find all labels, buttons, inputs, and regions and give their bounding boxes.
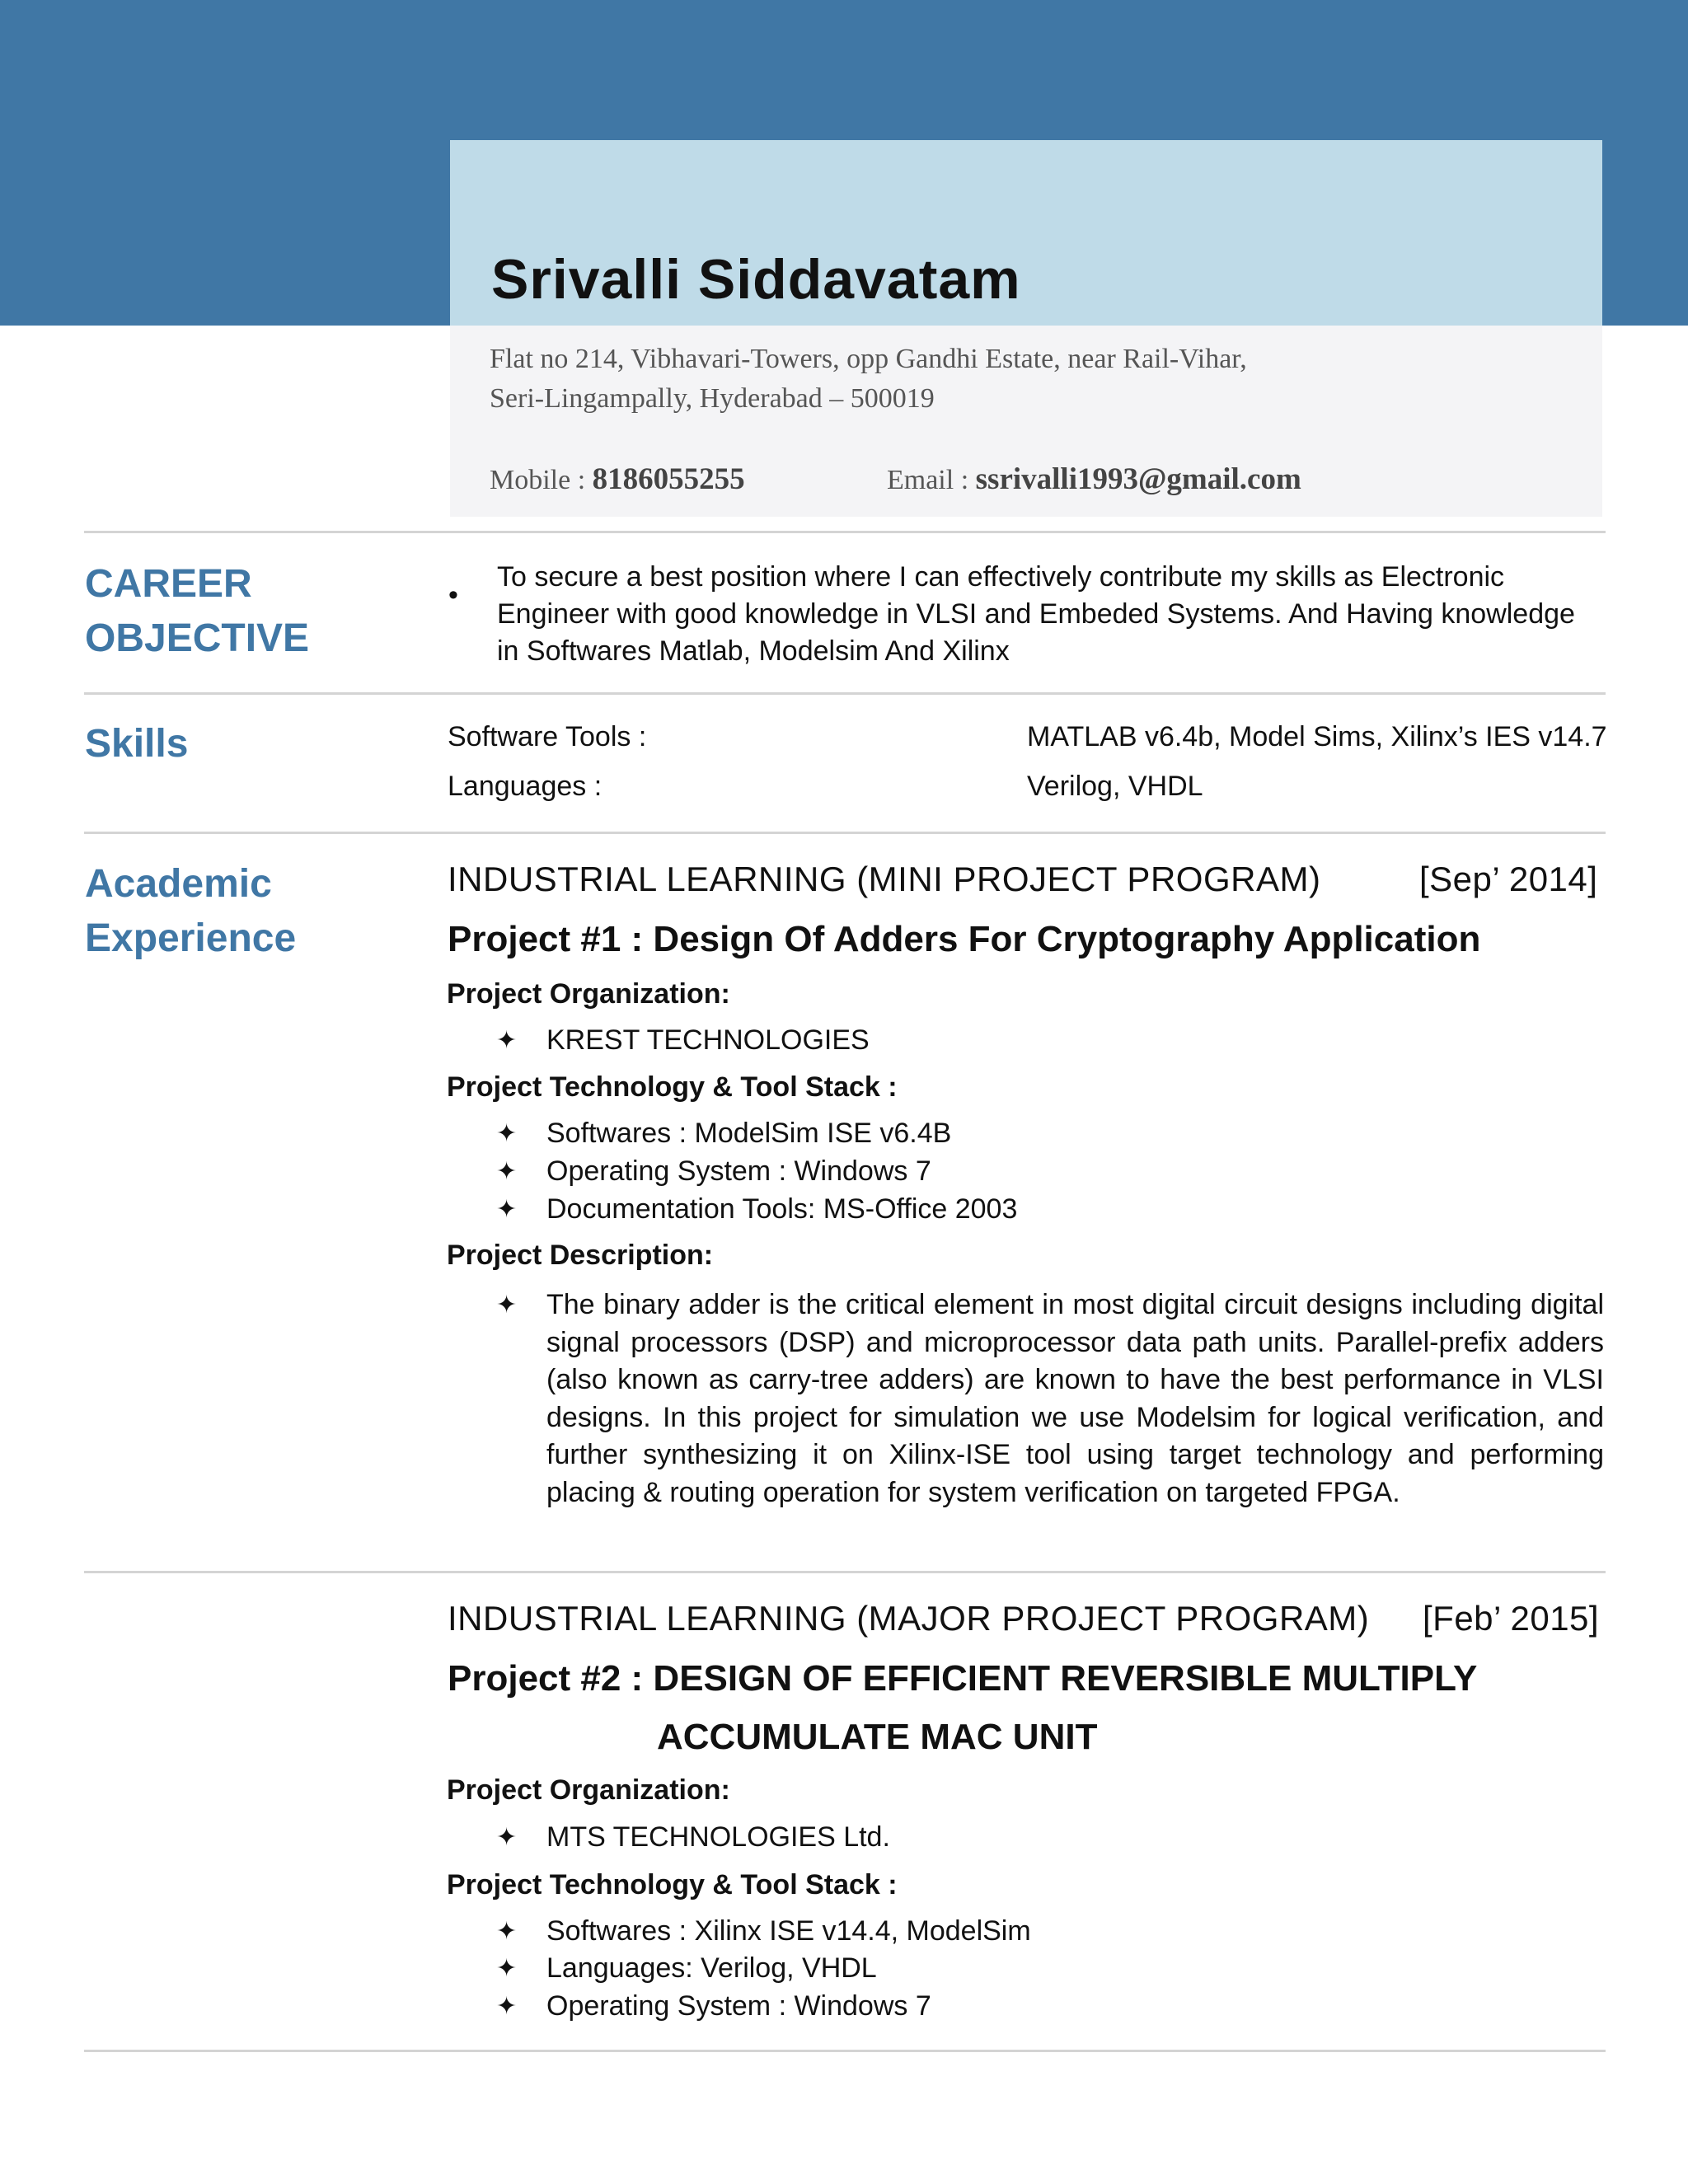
program-date: [Feb’ 2015] bbox=[1423, 1599, 1600, 1638]
section-label-line: OBJECTIVE bbox=[85, 616, 310, 660]
four-point-star-icon: ✦ bbox=[496, 1027, 518, 1054]
skill-key: Software Tools : bbox=[448, 721, 647, 752]
four-point-star-icon: ✦ bbox=[496, 1120, 518, 1147]
four-point-star-icon: ✦ bbox=[496, 1993, 518, 2020]
four-point-star-icon: ✦ bbox=[496, 1918, 518, 1945]
objective-line: To secure a best position where I can effectively contribute my skills as Electronic bbox=[497, 561, 1505, 593]
project-organization-label: Project Organization: bbox=[447, 1774, 730, 1806]
divider bbox=[84, 832, 1606, 834]
divider bbox=[84, 692, 1606, 695]
project-description-label: Project Description: bbox=[447, 1240, 714, 1271]
project-technology-label: Project Technology & Tool Stack : bbox=[447, 1071, 898, 1103]
list-item: Operating System : Windows 7 bbox=[546, 1155, 931, 1187]
list-item: KREST TECHNOLOGIES bbox=[546, 1024, 870, 1056]
list-item: MTS TECHNOLOGIES Ltd. bbox=[546, 1821, 890, 1853]
list-item: Operating System : Windows 7 bbox=[546, 1990, 931, 2022]
section-label-academic-experience bbox=[85, 857, 296, 966]
mobile-label: Mobile : bbox=[490, 465, 586, 495]
skill-value: Verilog, VHDL bbox=[1027, 771, 1203, 802]
email-label: Email : bbox=[887, 465, 969, 495]
bullet-dot-icon: • bbox=[448, 579, 458, 611]
divider bbox=[84, 1571, 1606, 1573]
project-organization-label: Project Organization: bbox=[447, 978, 730, 1010]
section-label-line: Experience bbox=[85, 916, 297, 960]
project-title: Project #2 : DESIGN OF EFFICIENT REVERSIBLE MULTIPLY bbox=[448, 1658, 1478, 1699]
project-technology-label: Project Technology & Tool Stack : bbox=[447, 1869, 898, 1900]
four-point-star-icon: ✦ bbox=[496, 1291, 518, 1319]
section-label-skills: Skills bbox=[85, 722, 189, 766]
section-label-line: Academic bbox=[85, 862, 272, 906]
four-point-star-icon: ✦ bbox=[496, 1955, 518, 1982]
list-item: Documentation Tools: MS-Office 2003 bbox=[546, 1193, 1018, 1225]
list-item: Softwares : ModelSim ISE v6.4B bbox=[546, 1118, 952, 1149]
email-value[interactable]: ssrivalli1993@gmail.com bbox=[975, 462, 1301, 496]
project-title-continued: ACCUMULATE MAC UNIT bbox=[657, 1717, 1098, 1757]
four-point-star-icon: ✦ bbox=[496, 1196, 518, 1223]
program-heading: INDUSTRIAL LEARNING (MAJOR PROJECT PROGRAM) bbox=[448, 1599, 1370, 1638]
project-title: Project #1 : Design Of Adders For Cryptography Application bbox=[448, 919, 1481, 959]
address bbox=[490, 340, 1247, 419]
objective-line: in Softwares Matlab, Modelsim And Xilinx bbox=[497, 635, 1010, 667]
list-item: Languages: Verilog, VHDL bbox=[546, 1952, 877, 1984]
skill-value: MATLAB v6.4b, Model Sims, Xilinx’s IES v14.7 bbox=[1027, 721, 1607, 752]
four-point-star-icon: ✦ bbox=[496, 1158, 518, 1185]
program-date: [Sep’ 2014] bbox=[1419, 860, 1598, 898]
project-description: The binary adder is the critical element in most digital circuit designs including digital signal processors (DSP) and microprocessor data path units. Parallel-prefix adders (also known as carry-tree adders) are known to have the best performance in VLSI designs. In this project for simulation we use Modelsim for logical verification, and further synthesizing it on Xilinx-ISE tool using target technology and performing placing & routing operation for system verification on targeted FPGA. bbox=[546, 1289, 1604, 1508]
email bbox=[887, 462, 1301, 497]
candidate-name: Srivalli Siddavatam bbox=[491, 248, 1021, 311]
skill-key: Languages : bbox=[448, 771, 603, 802]
objective-line: Engineer with good knowledge in VLSI and Embeded Systems. And Having knowledge bbox=[497, 598, 1575, 630]
mobile-value: 8186055255 bbox=[592, 462, 745, 496]
section-label-career-objective bbox=[85, 557, 309, 666]
divider bbox=[84, 531, 1606, 533]
list-item: Softwares : Xilinx ISE v14.4, ModelSim bbox=[546, 1915, 1031, 1947]
divider bbox=[84, 2050, 1606, 2052]
address-line-2: Seri-Lingampally, Hyderabad – 500019 bbox=[490, 383, 935, 414]
address-line-1: Flat no 214, Vibhavari-Towers, opp Gandhi Estate, near Rail-Vihar, bbox=[490, 344, 1247, 374]
program-heading: INDUSTRIAL LEARNING (MINI PROJECT PROGRAM) bbox=[448, 860, 1321, 898]
mobile bbox=[490, 462, 745, 497]
four-point-star-icon: ✦ bbox=[496, 1824, 518, 1851]
section-label-line: CAREER bbox=[85, 562, 252, 606]
